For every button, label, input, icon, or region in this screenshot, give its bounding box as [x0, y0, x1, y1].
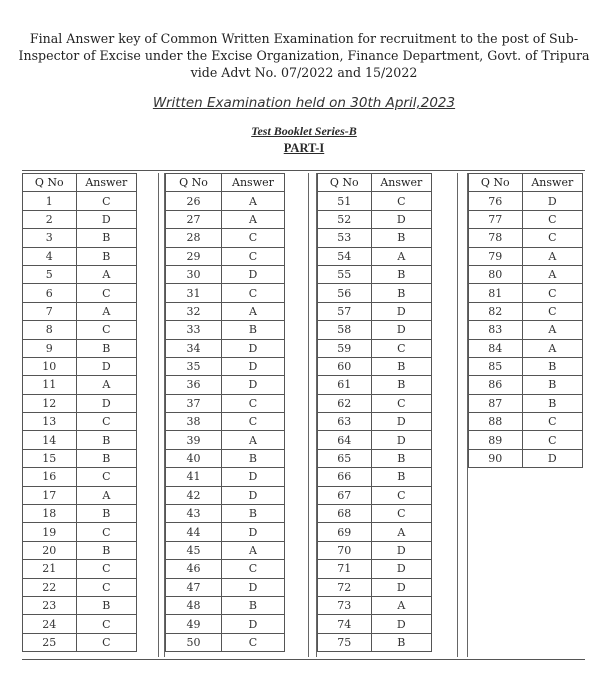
table-row	[166, 596, 285, 614]
table-row	[23, 560, 137, 578]
table-row	[166, 505, 285, 523]
table-row	[318, 615, 432, 633]
answer-option: A	[522, 247, 582, 265]
answer-option: A	[371, 247, 431, 265]
answer-option: B	[371, 357, 431, 375]
table-row	[166, 468, 285, 486]
table-row	[318, 210, 432, 228]
question-number: 55	[318, 265, 372, 283]
answer-option: C	[221, 394, 284, 412]
table-row	[318, 431, 432, 449]
answer-option: D	[221, 357, 284, 375]
table-row	[318, 449, 432, 467]
answer-option: C	[371, 339, 431, 357]
question-number: 31	[166, 284, 222, 302]
question-number: 33	[166, 321, 222, 339]
answer-option: A	[221, 192, 284, 210]
answer-table	[317, 173, 432, 652]
table-row	[166, 376, 285, 394]
answer-option: A	[221, 210, 284, 228]
question-number: 9	[23, 339, 77, 357]
table-row	[23, 357, 137, 375]
answer-option: D	[76, 210, 136, 228]
answer-option: D	[221, 578, 284, 596]
table-row	[166, 578, 285, 596]
header-line-1: Final Answer key of Common Written Examination for recruitment to the post of Sub-	[29, 31, 579, 46]
answer-option: A	[371, 523, 431, 541]
question-number: 18	[23, 505, 77, 523]
answer-option: B	[371, 468, 431, 486]
table-row	[318, 394, 432, 412]
answer-option: C	[76, 284, 136, 302]
table-row	[318, 284, 432, 302]
answer-option: B	[371, 284, 431, 302]
answer-option: B	[371, 265, 431, 283]
exam-date-heading: Written Examination held on 30th April,2023	[152, 95, 456, 111]
table-header-row	[166, 174, 285, 192]
table-row	[318, 560, 432, 578]
table-row	[318, 302, 432, 320]
answer-option: C	[76, 321, 136, 339]
question-number: 39	[166, 431, 222, 449]
question-number: 2	[23, 210, 77, 228]
table-row	[166, 247, 285, 265]
answer-option: D	[221, 523, 284, 541]
answer-option: C	[221, 633, 284, 651]
table-row	[23, 321, 137, 339]
table-row	[318, 321, 432, 339]
answer-option: B	[76, 229, 136, 247]
answer-group-1	[22, 173, 159, 657]
question-number: 17	[23, 486, 77, 504]
answer-option: B	[76, 505, 136, 523]
answer-option: A	[221, 431, 284, 449]
answer-option: C	[76, 523, 136, 541]
answer-option: D	[221, 265, 284, 283]
table-row	[23, 541, 137, 559]
answer-option: C	[371, 505, 431, 523]
question-number: 89	[469, 431, 523, 449]
answer-option: B	[76, 596, 136, 614]
answer-option: A	[76, 486, 136, 504]
answer-option: A	[522, 321, 582, 339]
question-number: 74	[318, 615, 372, 633]
question-number: 37	[166, 394, 222, 412]
question-number: 10	[23, 357, 77, 375]
answer-option: D	[371, 413, 431, 431]
question-number: 77	[469, 210, 523, 228]
question-number: 86	[469, 376, 523, 394]
question-number: 30	[166, 265, 222, 283]
header-line-3: vide Advt No. 07/2022 and 15/2022	[190, 65, 418, 80]
question-number: 60	[318, 357, 372, 375]
question-number: 71	[318, 560, 372, 578]
answer-option: C	[76, 468, 136, 486]
table-row	[23, 486, 137, 504]
answer-option: C	[221, 229, 284, 247]
answer-option: D	[371, 578, 431, 596]
answer-header: Answer	[522, 174, 582, 192]
table-row	[23, 339, 137, 357]
question-number: 61	[318, 376, 372, 394]
table-row	[166, 302, 285, 320]
qno-header: Q No	[166, 174, 222, 192]
answer-option: C	[371, 486, 431, 504]
table-row	[166, 523, 285, 541]
table-row	[166, 615, 285, 633]
answer-option: A	[522, 339, 582, 357]
question-number: 34	[166, 339, 222, 357]
answer-option: B	[221, 505, 284, 523]
table-row	[23, 229, 137, 247]
answer-option: B	[522, 357, 582, 375]
question-number: 73	[318, 596, 372, 614]
table-row	[23, 596, 137, 614]
question-number: 80	[469, 265, 523, 283]
question-number: 29	[166, 247, 222, 265]
answer-option: D	[371, 541, 431, 559]
table-row	[166, 449, 285, 467]
answer-option: C	[76, 413, 136, 431]
answer-option: C	[371, 192, 431, 210]
question-number: 81	[469, 284, 523, 302]
table-row	[23, 265, 137, 283]
question-number: 21	[23, 560, 77, 578]
table-row	[469, 247, 583, 265]
table-row	[166, 210, 285, 228]
answer-option: C	[522, 302, 582, 320]
question-number: 65	[318, 449, 372, 467]
question-number: 35	[166, 357, 222, 375]
table-row	[469, 376, 583, 394]
header-line-2: Inspector of Excise under the Excise Organization, Finance Department, Govt. of Tripura	[18, 48, 590, 63]
part-heading: PART-I	[283, 141, 325, 155]
answer-option: C	[76, 578, 136, 596]
table-row	[469, 394, 583, 412]
question-number: 50	[166, 633, 222, 651]
question-number: 63	[318, 413, 372, 431]
table-row	[318, 486, 432, 504]
answer-option: C	[522, 210, 582, 228]
question-number: 46	[166, 560, 222, 578]
question-number: 72	[318, 578, 372, 596]
question-number: 56	[318, 284, 372, 302]
question-number: 13	[23, 413, 77, 431]
question-number: 64	[318, 431, 372, 449]
table-row	[23, 468, 137, 486]
question-number: 19	[23, 523, 77, 541]
document-header	[0, 30, 608, 81]
answer-option: D	[221, 339, 284, 357]
table-row	[23, 615, 137, 633]
question-number: 22	[23, 578, 77, 596]
table-row	[469, 265, 583, 283]
table-row	[166, 192, 285, 210]
table-row	[23, 633, 137, 651]
question-number: 41	[166, 468, 222, 486]
answer-option: C	[76, 192, 136, 210]
answer-option: D	[371, 302, 431, 320]
table-row	[469, 210, 583, 228]
answer-table	[22, 173, 137, 652]
answer-option: B	[221, 449, 284, 467]
question-number: 25	[23, 633, 77, 651]
answer-option: B	[371, 229, 431, 247]
table-row	[23, 284, 137, 302]
answer-option: A	[221, 541, 284, 559]
table-row	[318, 357, 432, 375]
question-number: 38	[166, 413, 222, 431]
question-number: 11	[23, 376, 77, 394]
answer-option: C	[221, 560, 284, 578]
answer-option: B	[371, 449, 431, 467]
answer-option: A	[221, 302, 284, 320]
table-row	[166, 633, 285, 651]
answer-option: B	[371, 376, 431, 394]
table-row	[23, 523, 137, 541]
question-number: 23	[23, 596, 77, 614]
question-number: 79	[469, 247, 523, 265]
answer-option: C	[76, 633, 136, 651]
answer-header: Answer	[221, 174, 284, 192]
question-number: 59	[318, 339, 372, 357]
question-number: 84	[469, 339, 523, 357]
table-row	[23, 413, 137, 431]
answer-option: C	[371, 394, 431, 412]
answer-option: A	[76, 302, 136, 320]
table-row	[469, 284, 583, 302]
table-row	[23, 578, 137, 596]
answer-table	[468, 173, 583, 468]
answer-group-2	[164, 173, 309, 657]
answer-group-3	[316, 173, 458, 657]
table-row	[469, 192, 583, 210]
table-row	[166, 265, 285, 283]
table-row	[166, 339, 285, 357]
question-number: 28	[166, 229, 222, 247]
table-row	[318, 596, 432, 614]
answer-option: B	[522, 376, 582, 394]
question-number: 83	[469, 321, 523, 339]
table-row	[318, 376, 432, 394]
answer-option: C	[221, 284, 284, 302]
answer-option: C	[522, 413, 582, 431]
answer-option: D	[76, 357, 136, 375]
table-row	[318, 541, 432, 559]
question-number: 90	[469, 449, 523, 467]
qno-header: Q No	[23, 174, 77, 192]
table-row	[23, 247, 137, 265]
question-number: 32	[166, 302, 222, 320]
answer-option: A	[371, 596, 431, 614]
answer-option: C	[522, 431, 582, 449]
table-row	[469, 302, 583, 320]
table-row	[318, 247, 432, 265]
question-number: 44	[166, 523, 222, 541]
answer-header: Answer	[371, 174, 431, 192]
table-row	[469, 229, 583, 247]
table-row	[166, 541, 285, 559]
question-number: 62	[318, 394, 372, 412]
question-number: 45	[166, 541, 222, 559]
table-row	[166, 284, 285, 302]
question-number: 82	[469, 302, 523, 320]
answer-option: C	[221, 413, 284, 431]
answer-option: C	[76, 615, 136, 633]
question-number: 51	[318, 192, 372, 210]
question-number: 26	[166, 192, 222, 210]
answer-option: D	[371, 560, 431, 578]
table-row	[23, 192, 137, 210]
table-row	[469, 357, 583, 375]
table-header-row	[23, 174, 137, 192]
question-number: 69	[318, 523, 372, 541]
question-number: 68	[318, 505, 372, 523]
question-number: 52	[318, 210, 372, 228]
question-number: 54	[318, 247, 372, 265]
answer-option: D	[76, 394, 136, 412]
question-number: 43	[166, 505, 222, 523]
question-number: 24	[23, 615, 77, 633]
question-number: 42	[166, 486, 222, 504]
table-row	[318, 505, 432, 523]
table-row	[166, 229, 285, 247]
question-number: 3	[23, 229, 77, 247]
table-header-row	[469, 174, 583, 192]
question-number: 66	[318, 468, 372, 486]
question-number: 85	[469, 357, 523, 375]
table-row	[23, 394, 137, 412]
table-row	[166, 560, 285, 578]
question-number: 4	[23, 247, 77, 265]
question-number: 78	[469, 229, 523, 247]
question-number: 75	[318, 633, 372, 651]
answer-option: D	[371, 321, 431, 339]
table-row	[318, 265, 432, 283]
answer-option: B	[76, 431, 136, 449]
answer-option: B	[76, 449, 136, 467]
question-number: 88	[469, 413, 523, 431]
answer-group-4	[467, 173, 584, 657]
question-number: 76	[469, 192, 523, 210]
table-header-row	[318, 174, 432, 192]
table-row	[166, 431, 285, 449]
answer-header: Answer	[76, 174, 136, 192]
answer-option: D	[522, 449, 582, 467]
answer-option: D	[221, 486, 284, 504]
table-row	[166, 413, 285, 431]
answer-option: B	[371, 633, 431, 651]
question-number: 53	[318, 229, 372, 247]
answer-option: B	[221, 321, 284, 339]
question-number: 15	[23, 449, 77, 467]
answer-option: B	[522, 394, 582, 412]
answer-option: C	[522, 229, 582, 247]
table-row	[318, 633, 432, 651]
answer-option: D	[522, 192, 582, 210]
table-row	[23, 449, 137, 467]
answer-option: D	[371, 431, 431, 449]
question-number: 40	[166, 449, 222, 467]
table-row	[23, 431, 137, 449]
table-row	[318, 192, 432, 210]
table-row	[469, 339, 583, 357]
answer-option: B	[76, 541, 136, 559]
question-number: 7	[23, 302, 77, 320]
answer-table	[165, 173, 285, 652]
table-row	[166, 486, 285, 504]
question-number: 1	[23, 192, 77, 210]
table-row	[23, 376, 137, 394]
table-row	[469, 449, 583, 467]
table-row	[318, 413, 432, 431]
qno-header: Q No	[469, 174, 523, 192]
table-row	[23, 505, 137, 523]
table-row	[318, 523, 432, 541]
question-number: 36	[166, 376, 222, 394]
answer-option: D	[371, 210, 431, 228]
table-row	[469, 431, 583, 449]
answer-option: B	[76, 247, 136, 265]
question-number: 8	[23, 321, 77, 339]
answer-option: C	[522, 284, 582, 302]
table-row	[23, 302, 137, 320]
table-row	[23, 210, 137, 228]
test-booklet-series: Test Booklet Series-B	[251, 124, 357, 138]
answer-option: A	[76, 376, 136, 394]
answer-option: D	[221, 468, 284, 486]
table-row	[166, 394, 285, 412]
question-number: 20	[23, 541, 77, 559]
question-number: 58	[318, 321, 372, 339]
question-number: 49	[166, 615, 222, 633]
table-row	[318, 578, 432, 596]
table-row	[469, 321, 583, 339]
qno-header: Q No	[318, 174, 372, 192]
answer-option: C	[76, 560, 136, 578]
table-row	[469, 413, 583, 431]
table-row	[318, 229, 432, 247]
answer-option: D	[371, 615, 431, 633]
answer-option: D	[221, 376, 284, 394]
question-number: 12	[23, 394, 77, 412]
table-row	[318, 468, 432, 486]
question-number: 27	[166, 210, 222, 228]
answer-option: C	[221, 247, 284, 265]
answer-option: B	[76, 339, 136, 357]
question-number: 14	[23, 431, 77, 449]
table-row	[166, 321, 285, 339]
question-number: 47	[166, 578, 222, 596]
answer-option: B	[221, 596, 284, 614]
question-number: 16	[23, 468, 77, 486]
question-number: 6	[23, 284, 77, 302]
question-number: 48	[166, 596, 222, 614]
answer-option: D	[221, 615, 284, 633]
question-number: 87	[469, 394, 523, 412]
question-number: 57	[318, 302, 372, 320]
question-number: 67	[318, 486, 372, 504]
question-number: 70	[318, 541, 372, 559]
question-number: 5	[23, 265, 77, 283]
answer-option: A	[76, 265, 136, 283]
answer-option: A	[522, 265, 582, 283]
table-row	[318, 339, 432, 357]
answer-key-frame	[22, 170, 585, 660]
table-row	[166, 357, 285, 375]
